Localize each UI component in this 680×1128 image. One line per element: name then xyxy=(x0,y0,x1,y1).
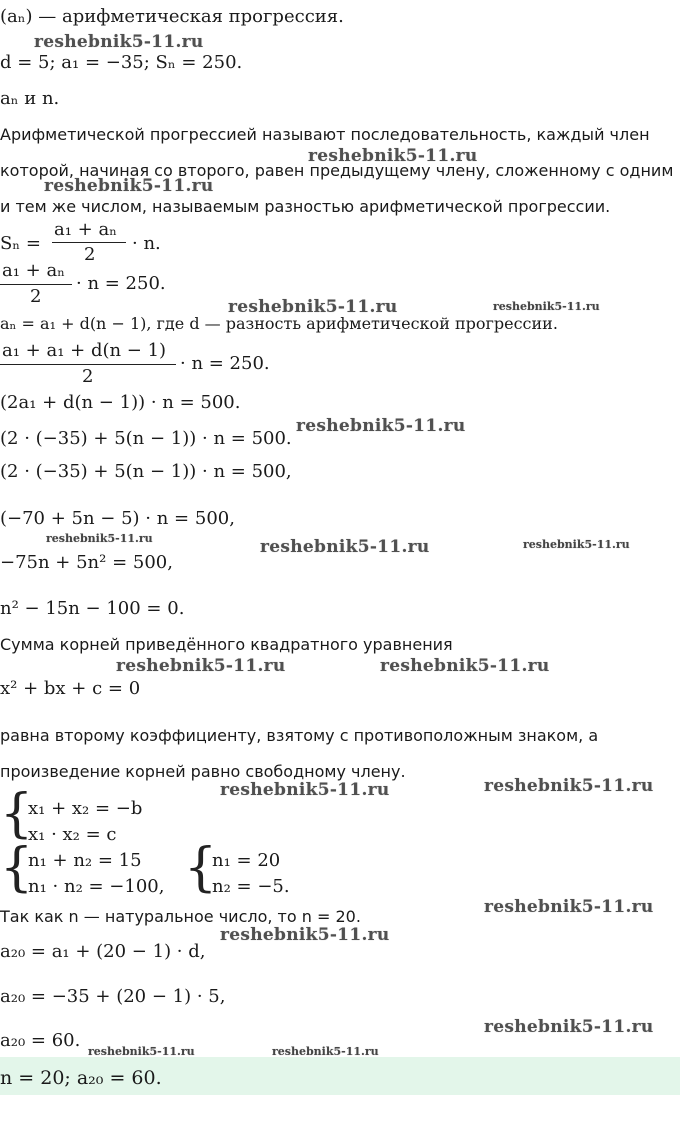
watermark: reshebnik5-11.ru xyxy=(46,532,153,545)
watermark: reshebnik5-11.ru xyxy=(228,297,398,317)
equation-2: (2 · (−35) + 5(n − 1)) · n = 500. xyxy=(0,428,292,449)
quadratic-general: x² + bx + c = 0 xyxy=(0,678,141,699)
given-sequence: (aₙ) — арифметическая прогрессия. xyxy=(0,6,344,27)
a20-step-2: a₂₀ = −35 + (20 − 1) · 5, xyxy=(0,986,226,1007)
answer-text: n = 20; a₂₀ = 60. xyxy=(0,1067,162,1089)
f2-denominator: 2 xyxy=(30,286,42,307)
equation-6: n² − 15n − 100 = 0. xyxy=(0,598,185,619)
an-formula: aₙ = a₁ + d(n − 1), где d — разность арифметической прогрессии. xyxy=(0,314,558,333)
watermark: reshebnik5-11.ru xyxy=(493,300,600,313)
definition-line-1: Арифметической прогрессией называют последовательность, каждый член xyxy=(0,125,650,144)
system-3-row-1: n₁ = 20 xyxy=(212,850,281,871)
f3-fraction-bar xyxy=(0,364,176,365)
definition-line-3: и тем же числом, называемым разностью арифметической прогрессии. xyxy=(0,197,611,216)
vieta-line-1: Сумма корней приведённого квадратного уравнения xyxy=(0,635,453,654)
watermark: reshebnik5-11.ru xyxy=(484,776,654,796)
system-1-brace: { xyxy=(0,784,34,844)
watermark: reshebnik5-11.ru xyxy=(523,538,630,551)
watermark: reshebnik5-11.ru xyxy=(308,146,478,166)
f3-numerator: a₁ + a₁ + d(n − 1) xyxy=(2,340,167,361)
watermark: reshebnik5-11.ru xyxy=(484,1017,654,1037)
f3-rhs: · n = 250. xyxy=(180,353,270,374)
f2-fraction-bar xyxy=(0,284,72,285)
a20-step-3: a₂₀ = 60. xyxy=(0,1030,81,1051)
watermark: reshebnik5-11.ru xyxy=(260,537,430,557)
equation-4: (−70 + 5n − 5) · n = 500, xyxy=(0,508,235,529)
sn-lhs: Sₙ = xyxy=(0,233,41,254)
vieta-line-3: произведение корней равно свободному члену. xyxy=(0,762,406,781)
watermark: reshebnik5-11.ru xyxy=(116,656,286,676)
watermark: reshebnik5-11.ru xyxy=(380,656,550,676)
f2-numerator: a₁ + aₙ xyxy=(2,260,65,281)
sn-denominator: 2 xyxy=(84,244,96,265)
equation-3: (2 · (−35) + 5(n − 1)) · n = 500, xyxy=(0,461,292,482)
system-1-row-1: x₁ + x₂ = −b xyxy=(28,798,143,819)
sn-rhs: · n. xyxy=(132,233,161,254)
watermark: reshebnik5-11.ru xyxy=(484,897,654,917)
f3-denominator: 2 xyxy=(82,366,94,387)
system-1-row-2: x₁ · x₂ = c xyxy=(28,824,117,845)
given-values: d = 5; a₁ = −35; Sₙ = 250. xyxy=(0,52,243,73)
watermark: reshebnik5-11.ru xyxy=(34,32,204,52)
sn-numerator: a₁ + aₙ xyxy=(54,219,117,240)
system-2-row-2: n₁ · n₂ = −100, xyxy=(28,876,165,897)
equation-1: (2a₁ + d(n − 1)) · n = 500. xyxy=(0,392,241,413)
definition-line-2: которой, начиная со второго, равен предыдущему члену, сложенному с одним xyxy=(0,161,674,180)
a20-step-1: a₂₀ = a₁ + (20 − 1) · d, xyxy=(0,941,206,962)
watermark: reshebnik5-11.ru xyxy=(220,780,390,800)
f2-rhs: · n = 250. xyxy=(76,273,166,294)
watermark: reshebnik5-11.ru xyxy=(296,416,466,436)
system-2-brace: { xyxy=(0,838,34,898)
vieta-line-2: равна второму коэффициенту, взятому с противоположным знаком, а xyxy=(0,726,599,745)
equation-5: −75n + 5n² = 500, xyxy=(0,552,173,573)
system-2-row-1: n₁ + n₂ = 15 xyxy=(28,850,142,871)
find-values: aₙ и n. xyxy=(0,88,60,109)
watermark: reshebnik5-11.ru xyxy=(88,1045,195,1058)
natural-number-note: Так как n — натуральное число, то n = 20. xyxy=(0,907,361,926)
system-3-row-2: n₂ = −5. xyxy=(212,876,290,897)
watermark: reshebnik5-11.ru xyxy=(220,925,390,945)
system-3-brace: { xyxy=(184,838,218,898)
watermark: reshebnik5-11.ru xyxy=(272,1045,379,1058)
sn-fraction-bar xyxy=(52,242,126,243)
watermark: reshebnik5-11.ru xyxy=(44,176,214,196)
